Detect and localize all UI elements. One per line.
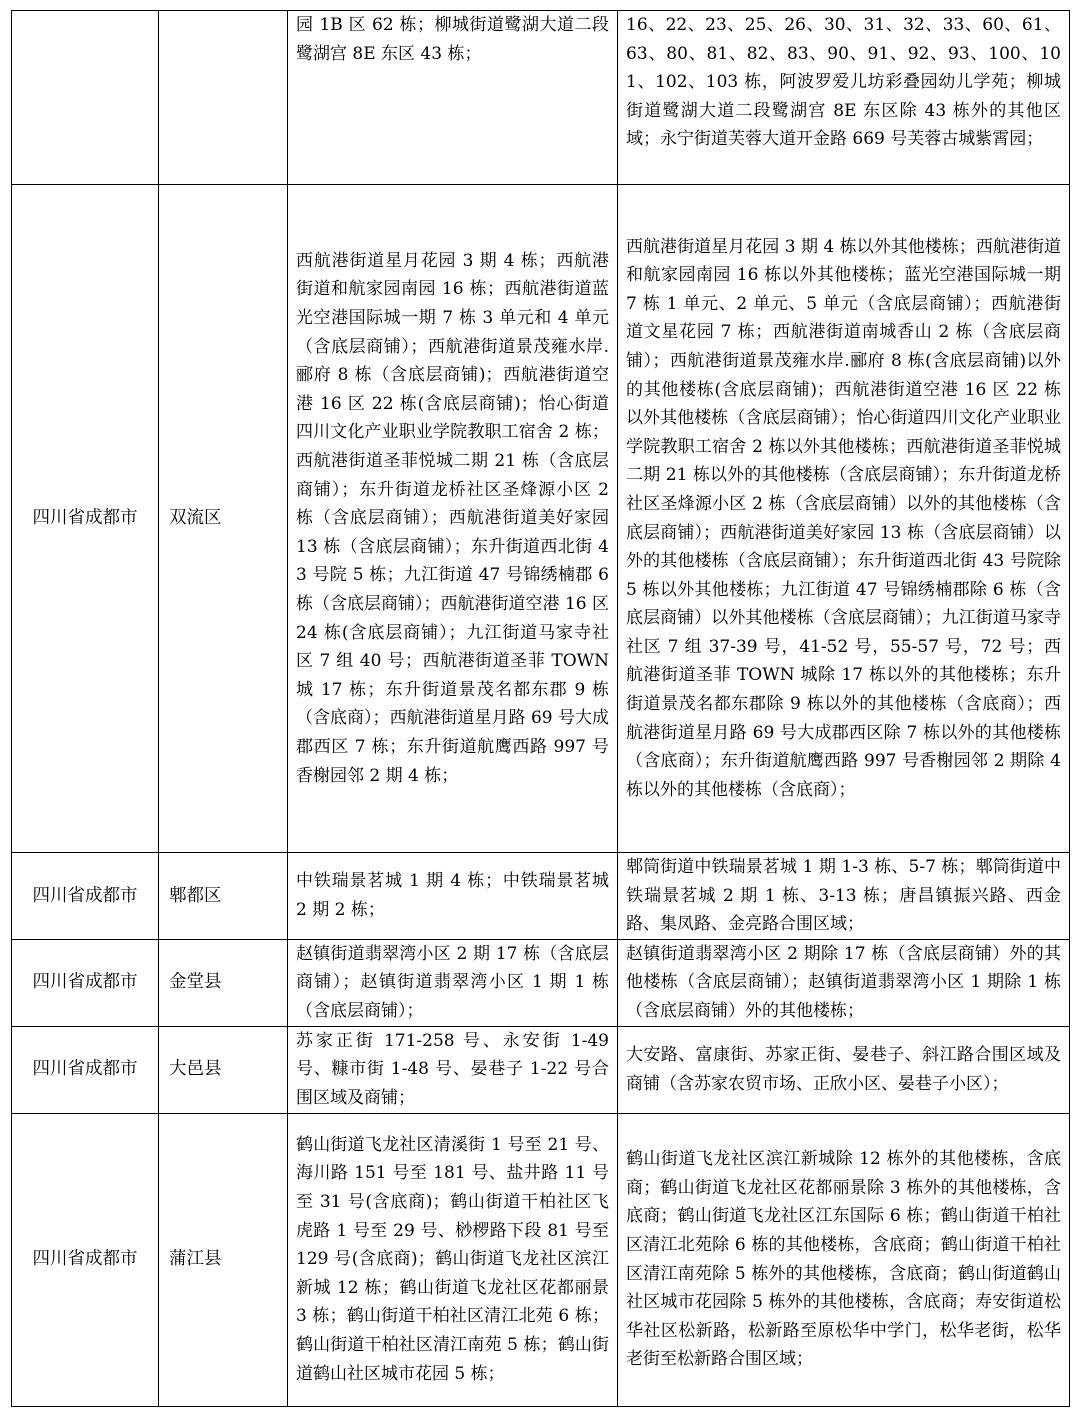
province-cell: 四川省成都市 — [12, 939, 159, 1026]
table-row — [12, 939, 1070, 1026]
province-cell — [12, 11, 159, 185]
district-cell — [159, 11, 288, 185]
table-row — [12, 1026, 1070, 1113]
control-area-cell: 16、22、23、25、26、30、31、32、33、60、61、63、80、81、82、83、90、91、92、93、100、101、102、103 栋，阿波罗爱儿坊彩叠园幼儿学苑；柳城街道鹭湖大道二段鹭湖宫 8E 东区除 43 栋外的其他区域；永宁街道芙蓉大道开金路 669 号芙蓉古城紫霄园； — [618, 11, 1070, 185]
province-cell: 四川省成都市 — [12, 1026, 159, 1113]
district-cell: 郫都区 — [159, 853, 288, 940]
province-cell: 四川省成都市 — [12, 185, 159, 853]
lockdown-area-cell: 赵镇街道翡翠湾小区 2 期 17 栋（含底层商铺）；赵镇街道翡翠湾小区 1 期 1 栋（含底层商铺）； — [288, 939, 618, 1026]
control-area-cell: 郫筒街道中铁瑞景茗城 1 期 1-3 栋、5-7 栋；郫筒街道中铁瑞景茗城 2 期 1 栋、3-13 栋；唐昌镇振兴路、西金路、集凤路、金亮路合围区域； — [618, 853, 1070, 940]
table-row — [12, 853, 1070, 940]
table-row — [12, 185, 1070, 853]
lockdown-area-cell: 苏家正街 171-258 号、永安街 1-49 号、糠市街 1-48 号、晏巷子 1-22 号合围区域及商铺； — [288, 1026, 618, 1113]
district-cell: 蒲江县 — [159, 1113, 288, 1406]
district-cell: 双流区 — [159, 185, 288, 853]
control-area-cell: 大安路、富康街、苏家正街、晏巷子、斜江路合围区域及商铺（含苏家农贸市场、正欣小区、晏巷子小区）； — [618, 1026, 1070, 1113]
lockdown-area-cell: 西航港街道星月花园 3 期 4 栋；西航港街道和航家园南园 16 栋；西航港街道蓝光空港国际城一期 7 栋 3 单元和 4 单元（含底层商铺）；西航港街道景茂雍水岸.郦府 8 栋（含底层商铺)；西航港街道空港 16 区 22 栋(含底层商铺)；怡心街道四川文化产业职业学院教职工宿舍 2 栋；西航港街道圣菲悦城二期 21 栋（含底层商铺）；东升街道龙桥社区圣烽源小区 2 栋（含底层商铺）；西航港街道美好家园 13 栋（含底层商铺）；东升街道西北街 43 号院 5 栋；九江街道 47 号锦绣楠郡 6 栋（含底层商铺）；西航港街道空港 16 区 24 栋(含底层商铺）；九江街道马家寺社区 7 组 40 号；西航港街道圣菲 TOWN 城 17 栋；东升街道景茂名都东郡 9 栋（含底商）；西航港街道星月路 69 号大成郡西区 7 栋；东升街道航鹰西路 997 号香榭园邻 2 期 4 栋； — [288, 185, 618, 853]
district-cell: 金堂县 — [159, 939, 288, 1026]
table-row — [12, 1113, 1070, 1406]
lockdown-area-cell: 园 1B 区 62 栋；柳城街道鹭湖大道二段鹭湖宫 8E 东区 43 栋； — [288, 11, 618, 185]
lockdown-area-cell: 鹤山街道飞龙社区清溪街 1 号至 21 号、海川路 151 号至 181 号、盐井路 11 号至 31 号(含底商)；鹤山街道干柏社区飞虎路 1 号至 29 号、桫椤路下段 81 号至 129 号(含底商)；鹤山街道飞龙社区滨江新城 12 栋；鹤山街道飞龙社区花都丽景 3 栋；鹤山街道干柏社区清江北苑 6 栋；鹤山街道干柏社区清江南苑 5 栋；鹤山街道鹤山社区城市花园 5 栋； — [288, 1113, 618, 1406]
risk-area-table — [11, 10, 1070, 1407]
lockdown-area-cell: 中铁瑞景茗城 1 期 4 栋；中铁瑞景茗城 2 期 2 栋； — [288, 853, 618, 940]
control-area-cell: 鹤山街道飞龙社区滨江新城除 12 栋外的其他楼栋，含底商；鹤山街道飞龙社区花都丽景除 3 栋外的其他楼栋，含底商；鹤山街道飞龙社区江东国际 6 栋；鹤山街道干柏社区清江北苑除 6 栋的其他楼栋，含底商；鹤山街道干柏社区清江南苑除 5 栋外的其他楼栋，含底商；鹤山街道鹤山社区城市花园除 5 栋外的其他楼栋，含底商；寿安街道松华社区松新路，松新路至原松华中学门，松华老街，松华老街至松新路合围区域； — [618, 1113, 1070, 1406]
province-cell: 四川省成都市 — [12, 1113, 159, 1406]
control-area-cell: 西航港街道星月花园 3 期 4 栋以外其他楼栋；西航港街道和航家园南园 16 栋以外其他楼栋；蓝光空港国际城一期 7 栋 1 单元、2 单元、5 单元（含底层商铺）；西航港街道文星花园 7 栋；西航港街道南城香山 2 栋（含底层商铺）；西航港街道景茂雍水岸.郦府 8 栋(含底层商铺)以外的其他楼栋(含底层商铺)；西航港街道空港 16 区 22 栋以外其他楼栋（含底层商铺）；怡心街道四川文化产业职业学院教职工宿舍 2 栋以外其他楼栋；西航港街道圣菲悦城二期 21 栋以外的其他楼栋（含底层商铺）；东升街道龙桥社区圣烽源小区 2 栋（含底层商铺）以外的其他楼栋（含底层商铺）；西航港街道美好家园 13 栋（含底层商铺）以外的其他楼栋（含底层商铺）；东升街道西北街 43 号院除 5 栋以外其他楼栋；九江街道 47 号锦绣楠郡除 6 栋（含底层商铺）以外其他楼栋（含底层商铺）；九江街道马家寺社区 7 组 37-39 号，41-52 号，55-57 号，72 号；西航港街道圣菲 TOWN 城除 17 栋以外的其他楼栋；东升街道景茂名都东郡除 9 栋以外的其他楼栋（含底商）；西航港街道星月路 69 号大成郡西区除 7 栋以外的其他楼栋（含底商）；东升街道航鹰西路 997 号香榭园邻 2 期除 4 栋以外的其他楼栋（含底商）； — [618, 185, 1070, 853]
control-area-cell: 赵镇街道翡翠湾小区 2 期除 17 栋（含底层商铺）外的其他楼栋（含底层商铺）；赵镇街道翡翠湾小区 1 期除 1 栋（含底层商铺）外的其他楼栋； — [618, 939, 1070, 1026]
province-cell: 四川省成都市 — [12, 853, 159, 940]
table-row — [12, 11, 1070, 185]
district-cell: 大邑县 — [159, 1026, 288, 1113]
